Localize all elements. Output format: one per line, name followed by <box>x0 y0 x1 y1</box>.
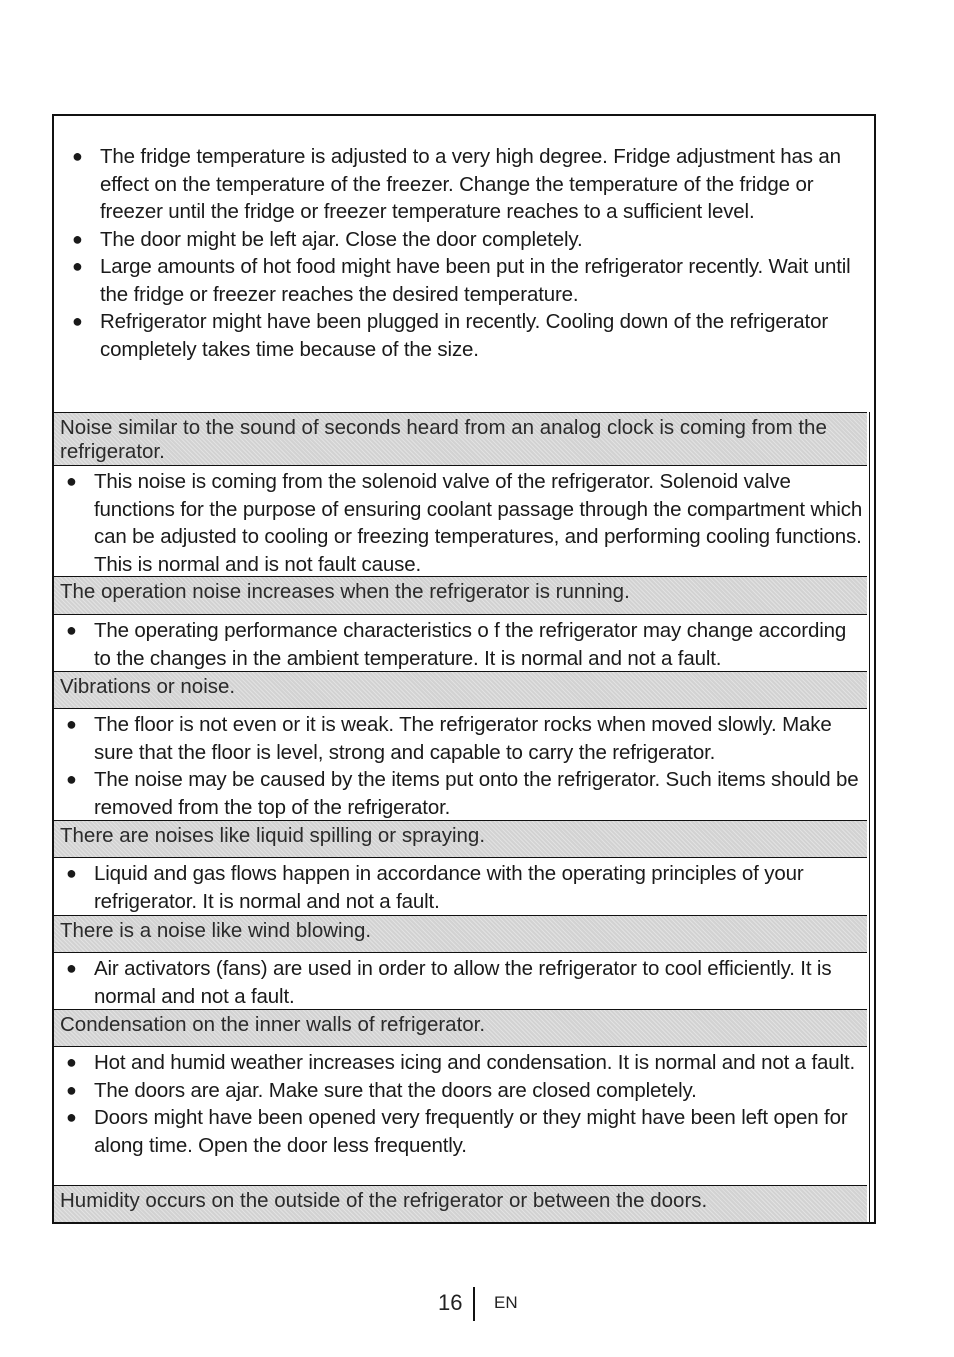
footer-divider <box>473 1287 475 1321</box>
section-body <box>54 615 867 671</box>
intro-box <box>52 114 876 412</box>
intro-bullet-list <box>64 143 864 363</box>
section-title: Noise similar to the sound of seconds heard from an analog clock is coming from the refrigerator. <box>60 416 827 463</box>
list-item: ● The fridge temperature is adjusted to a very high degree. Fridge adjustment has an effect on the temperature of the freezer. Change the temperature of the fridge or freezer until the fridge or freezer temperature reaches to a sufficient level. <box>72 145 841 223</box>
list-item: ● The operating performance characteristics o f the refrigerator may change according to the changes in the ambient temperature. It is normal and not a fault. <box>66 619 847 670</box>
language-code: EN <box>494 1293 518 1312</box>
list-item: ● Liquid and gas flows happen in accordance with the operating principles of your refrigerator. It is normal and not a fault. <box>66 862 804 913</box>
section-title: Humidity occurs on the outside of the refrigerator or between the doors. <box>60 1189 708 1212</box>
section-body <box>54 709 867 820</box>
section-title: Condensation on the inner walls of refrigerator. <box>60 1013 486 1036</box>
list-item: ● The noise may be caused by the items put onto the refrigerator. Such items should be removed from the top of the refrigerator. <box>66 768 859 819</box>
section-header <box>54 576 867 615</box>
section-bullet-list <box>58 617 864 672</box>
list-item: ● The door might be left ajar. Close the door completely. <box>72 227 583 251</box>
table-inner-rule <box>869 412 870 1222</box>
section-header <box>54 412 867 466</box>
section-bullet-list <box>58 1049 864 1159</box>
section-header <box>54 820 867 858</box>
section-title: There are noises like liquid spilling or spraying. <box>60 824 486 847</box>
page-number: 16 <box>438 1290 463 1315</box>
section-title: Vibrations or noise. <box>60 675 236 698</box>
list-item: ● The doors are ajar. Make sure that the doors are closed completely. <box>66 1078 697 1102</box>
section-bullet-list <box>58 468 864 578</box>
section-header <box>54 671 867 709</box>
section-title: There is a noise like wind blowing. <box>60 919 372 942</box>
list-item: ● The floor is not even or it is weak. The refrigerator rocks when moved slowly. Make sure that the floor is level, strong and capable to carry the refrigerator. <box>66 713 832 764</box>
section-body <box>54 953 867 1009</box>
list-item: ● Air activators (fans) are used in order to allow the refrigerator to cool efficiently. It is normal and not a fault. <box>66 957 832 1008</box>
section-header <box>54 1009 867 1047</box>
section-bullet-list <box>58 860 864 915</box>
section-title: The operation noise increases when the refrigerator is running. <box>60 580 630 603</box>
list-item: ● Hot and humid weather increases icing and condensation. It is normal and not a fault. <box>66 1051 856 1074</box>
section-bullet-list <box>58 955 864 1010</box>
section-body <box>54 858 867 915</box>
list-item: ● This noise is coming from the solenoid valve of the refrigerator. Solenoid valve functions for the purpose of ensuring coolant passage through the compartment which can be adjusted to cooling or freezing temperatures, and performing cooling functions. This is normal and is not fault cause. <box>66 470 863 576</box>
list-item: ● Refrigerator might have been plugged in recently. Cooling down of the refrigerator completely takes time because of the size. <box>72 310 829 361</box>
section-header <box>54 1185 867 1222</box>
section-body <box>54 1047 867 1185</box>
page-footer <box>0 1284 954 1324</box>
section-body <box>54 466 867 576</box>
troubleshooting-table <box>52 412 876 1224</box>
list-item: ● Large amounts of hot food might have been put in the refrigerator recently. Wait until the fridge or freezer reaches the desired temperature. <box>72 255 851 306</box>
list-item: ● Doors might have been opened very frequently or they might have been left open for along time. Open the door less frequently. <box>66 1106 848 1157</box>
section-header <box>54 915 867 953</box>
section-bullet-list <box>58 711 864 821</box>
